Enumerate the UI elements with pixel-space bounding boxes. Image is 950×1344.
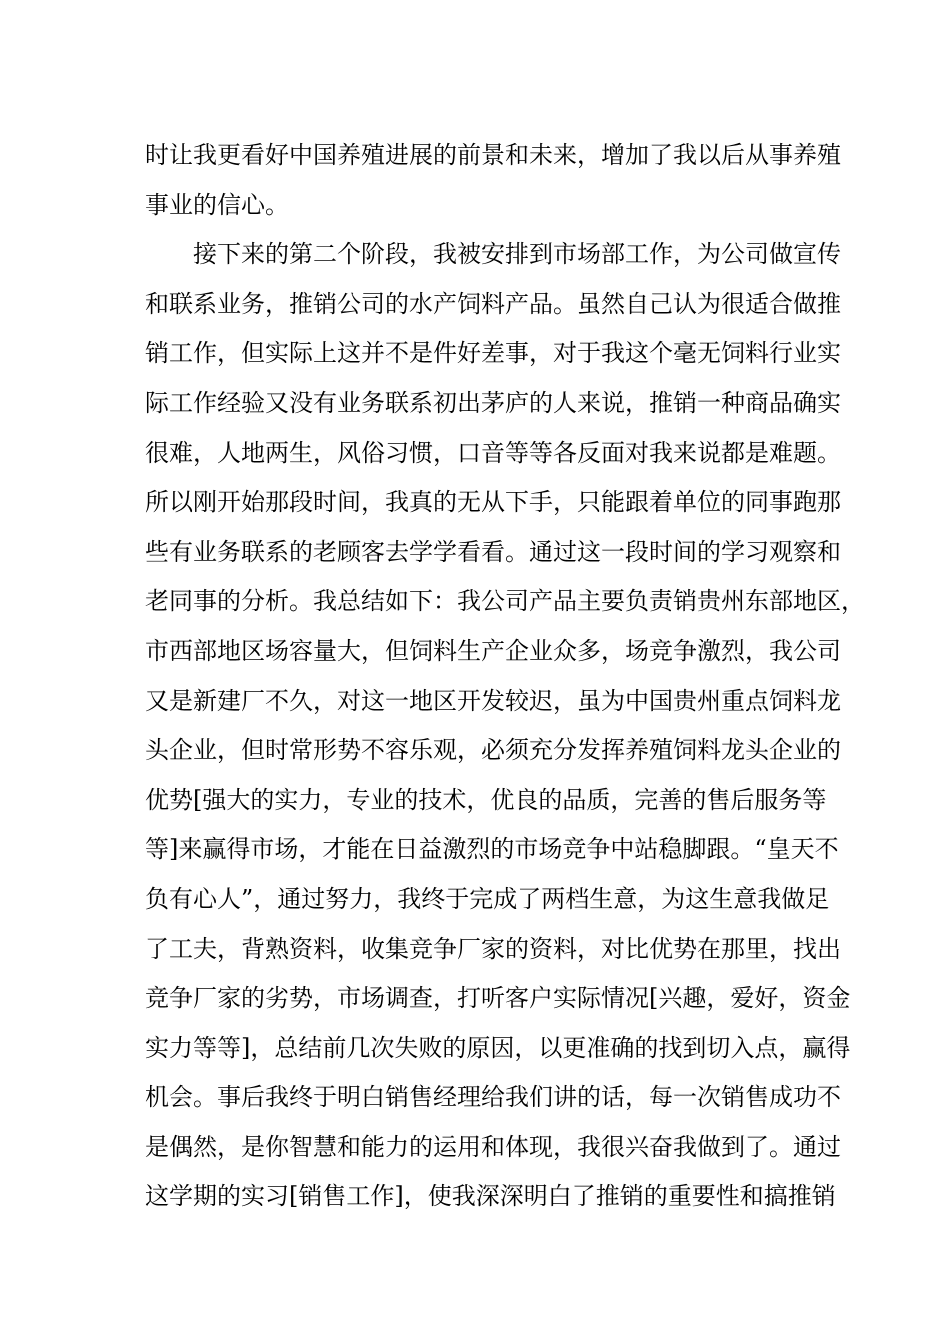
text-line: 很难，人地两生，风俗习惯，口音等等各反面对我来说都是难题。 <box>145 438 841 467</box>
text-line: 这学期的实习[销售工作]，使我深深明白了推销的重要性和搞推销 <box>145 1182 836 1211</box>
text-line: 实力等等]，总结前几次失败的原因，以更准确的找到切入点，赢得 <box>145 1033 851 1062</box>
text-line: 时让我更看好中国养殖进展的前景和未来，增加了我以后从事养殖 <box>145 141 841 169</box>
text-line: 所以刚开始那段时间，我真的无从下手，只能跟着单位的同事跑那 <box>145 488 841 517</box>
text-line: 等]来赢得市场，才能在日益激烈的市场竞争中站稳脚跟。“皇天不 <box>145 835 839 864</box>
text-line: 和联系业务，推销公司的水产饲料产品。虽然自己认为很适合做推 <box>145 289 841 318</box>
text-line: 了工夫，背熟资料，收集竞争厂家的资料，对比优势在那里，找出 <box>145 934 841 963</box>
text-line: 负有心人”，通过努力，我终于完成了两档生意，为这生意我做足 <box>145 884 830 913</box>
text-line: 是偶然，是你智慧和能力的运用和体现，我很兴奋我做到了。通过 <box>145 1132 841 1161</box>
text-line: 竞争厂家的劣势，市场调查，打听客户实际情况[兴趣，爱好，资金 <box>145 984 851 1013</box>
text-line: 际工作经验又没有业务联系初出茅庐的人来说，推销一种商品确实 <box>145 388 841 417</box>
text-line: 机会。事后我终于明白销售经理给我们讲的话，每一次销售成功不 <box>145 1083 841 1112</box>
text-line: 又是新建厂不久，对这一地区开发较迟，虽为中国贵州重点饲料龙 <box>145 686 841 715</box>
text-line: 些有业务联系的老顾客去学学看看。通过这一段时间的学习观察和 <box>145 537 841 566</box>
body-text <box>145 131 865 1222</box>
text-line: 头企业，但时常形势不容乐观，必须充分发挥养殖饲料龙头企业的 <box>145 736 841 765</box>
paragraph-start-line: 接下来的第二个阶段，我被安排到市场部工作，为公司做宣传 <box>193 240 841 269</box>
text-line: 市西部地区场容量大，但饲料生产企业众多，场竞争激烈，我公司 <box>145 636 841 665</box>
text-line: 老同事的分析。我总结如下：我公司产品主要负责销贵州东部地区， <box>145 587 865 616</box>
text-line: 销工作，但实际上这并不是件好差事，对于我这个毫无饲料行业实 <box>145 339 841 368</box>
text-line: 优势[强大的实力，专业的技术，优良的品质，完善的售后服务等 <box>145 785 827 814</box>
text-line: 事业的信心。 <box>145 190 289 219</box>
